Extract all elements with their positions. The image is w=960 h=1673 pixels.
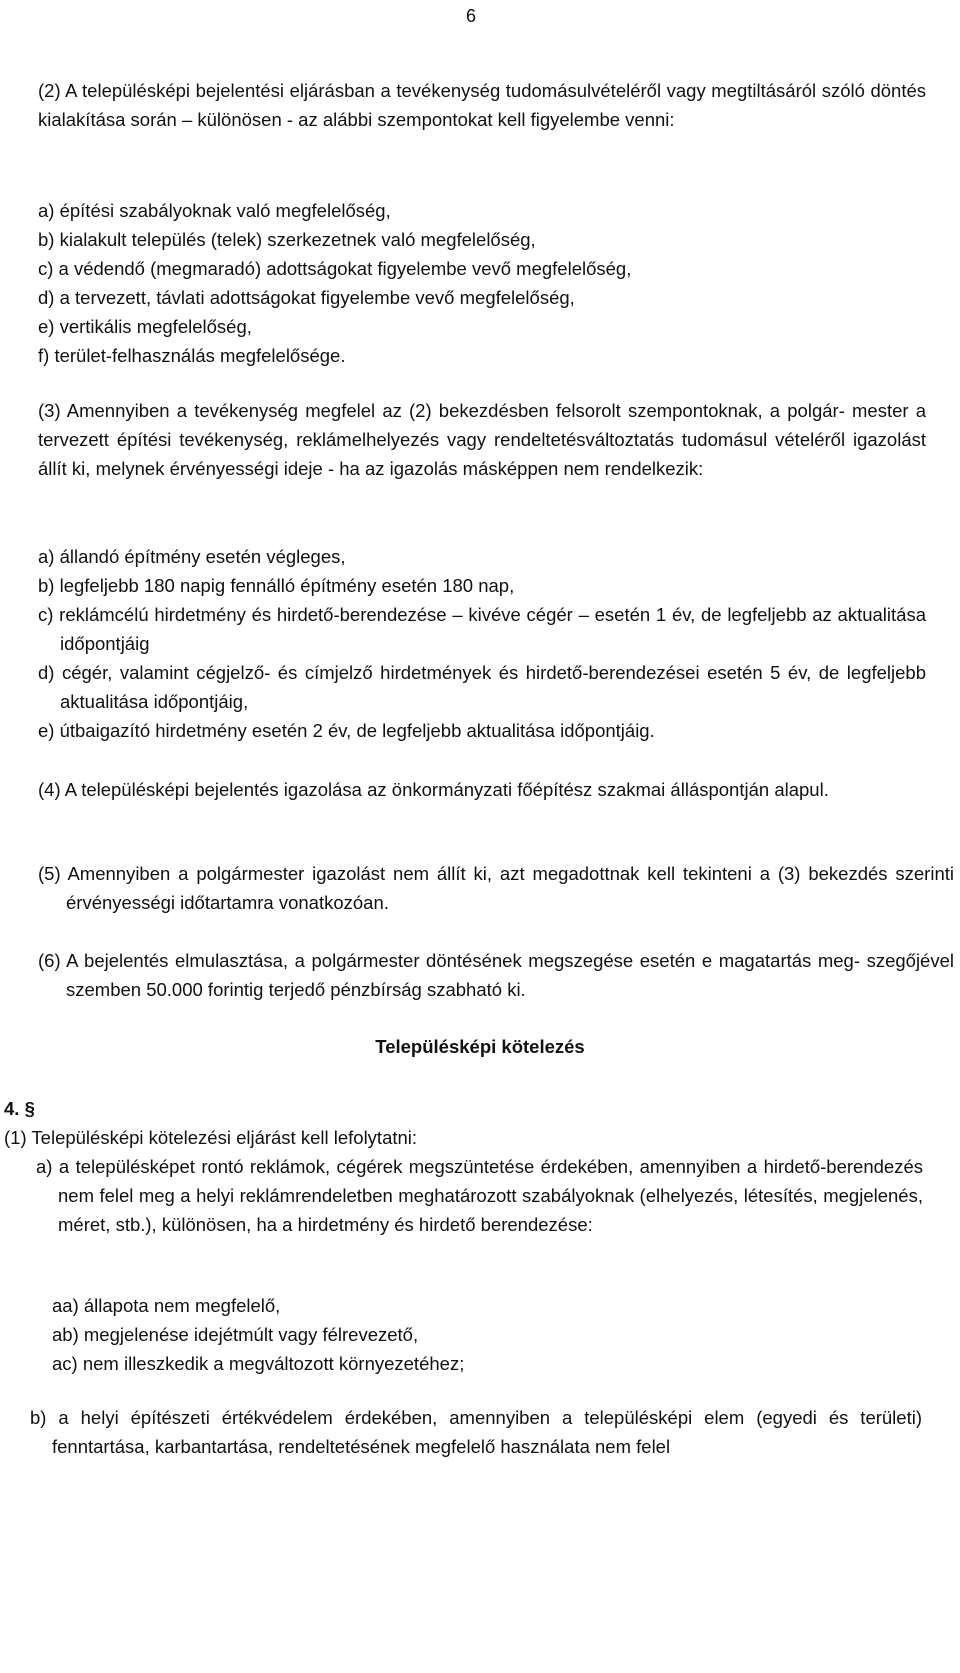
page-number: 6 [466, 6, 477, 26]
list-item: ab) megjelenése idejétmúlt vagy félrevezető, [52, 1324, 419, 1345]
section-4-sub-list [52, 1291, 917, 1378]
paragraph-6: (6) A bejelentés elmulasztása, a polgármester döntésének megszegése esetén e magatartás meg- szegőjével szemben 50.000 forintig terjedő pénzbírság szabható ki. [38, 950, 954, 1000]
list-item: d) cégér, valamint cégjelző- és címjelző hirdetmények és hirdető-berendezései esetén 5 év, de legfeljebb aktualitása időpontjáig, [38, 662, 926, 712]
list-item: a) állandó építmény esetén végleges, [38, 546, 346, 567]
list-item: aa) állapota nem megfelelő, [52, 1295, 281, 1316]
list-item: e) útbaigazító hirdetmény esetén 2 év, de legfeljebb aktualitása időpontjáig. [38, 720, 655, 741]
list-item: d) a tervezett, távlati adottságokat figyelembe vevő megfelelőség, [38, 287, 575, 308]
list-item: a) építési szabályoknak való megfelelőség, [38, 200, 391, 221]
list-item: c) reklámcélú hirdetmény és hirdető-berendezése – kivéve cégér – esetén 1 év, de legfeljebb az aktualitása időpontjáig [38, 604, 926, 654]
section-4-item-b: b) a helyi építészeti értékvédelem érdekében, amennyiben a településképi elem (egyedi és területi) fenntartása, karbantartása, rendeltetésének megfelelő használata nem felel [30, 1407, 922, 1457]
section-heading: Településképi kötelezés [375, 1036, 585, 1057]
list-item: ac) nem illeszkedik a megváltozott környezetéhez; [52, 1353, 465, 1374]
section-number: 4. § [4, 1098, 35, 1119]
list-item: b) legfeljebb 180 napig fennálló építmény esetén 180 nap, [38, 575, 515, 596]
paragraph-5: (5) Amennyiben a polgármester igazolást nem állít ki, azt megadottnak kell tekinteni a (3) bekezdés szerinti érvényességi időtartamra vonatkozóan. [38, 863, 954, 913]
paragraph-2-list [38, 196, 926, 370]
list-item: b) kialakult település (telek) szerkezetnek való megfelelőség, [38, 229, 536, 250]
section-4-item-a: a) a településképet rontó reklámok, cégérek megszüntetése érdekében, amennyiben a hirdető-berendezés nem felel meg a helyi reklámrendeletben meghatározott szabályoknak (elhelyezés, létesítés, megjelenés, méret, stb.), különösen, ha a hirdetmény és hirdető berendezése: [36, 1156, 923, 1235]
list-item: e) vertikális megfelelőség, [38, 316, 252, 337]
list-item: f) terület-felhasználás megfelelősége. [38, 345, 346, 366]
list-item: c) a védendő (megmaradó) adottságokat figyelembe vevő megfelelőség, [38, 258, 632, 279]
paragraph-4: (4) A településképi bejelentés igazolása az önkormányzati főépítész szakmai álláspontján alapul. [38, 779, 829, 800]
paragraph-2-intro: (2) A településképi bejelentési eljárásban a tevékenység tudomásulvételéről vagy megtiltásáról szóló döntés kialakítása során – különösen - az alábbi szempontokat kell figyelembe venni: [38, 80, 926, 130]
section-4-intro: (1) Településképi kötelezési eljárást kell lefolytatni: [4, 1127, 418, 1148]
paragraph-3-list [38, 542, 926, 745]
paragraph-3-intro: (3) Amennyiben a tevékenység megfelel az (2) bekezdésben felsorolt szempontoknak, a polgár- mester a tervezett építési tevékenység, reklámelhelyezés vagy rendeltetésváltoztatás tudomásul vételéről igazolást állít ki, melynek érvényességi ideje - ha az igazolás másképpen nem rendelkezik: [38, 400, 926, 479]
